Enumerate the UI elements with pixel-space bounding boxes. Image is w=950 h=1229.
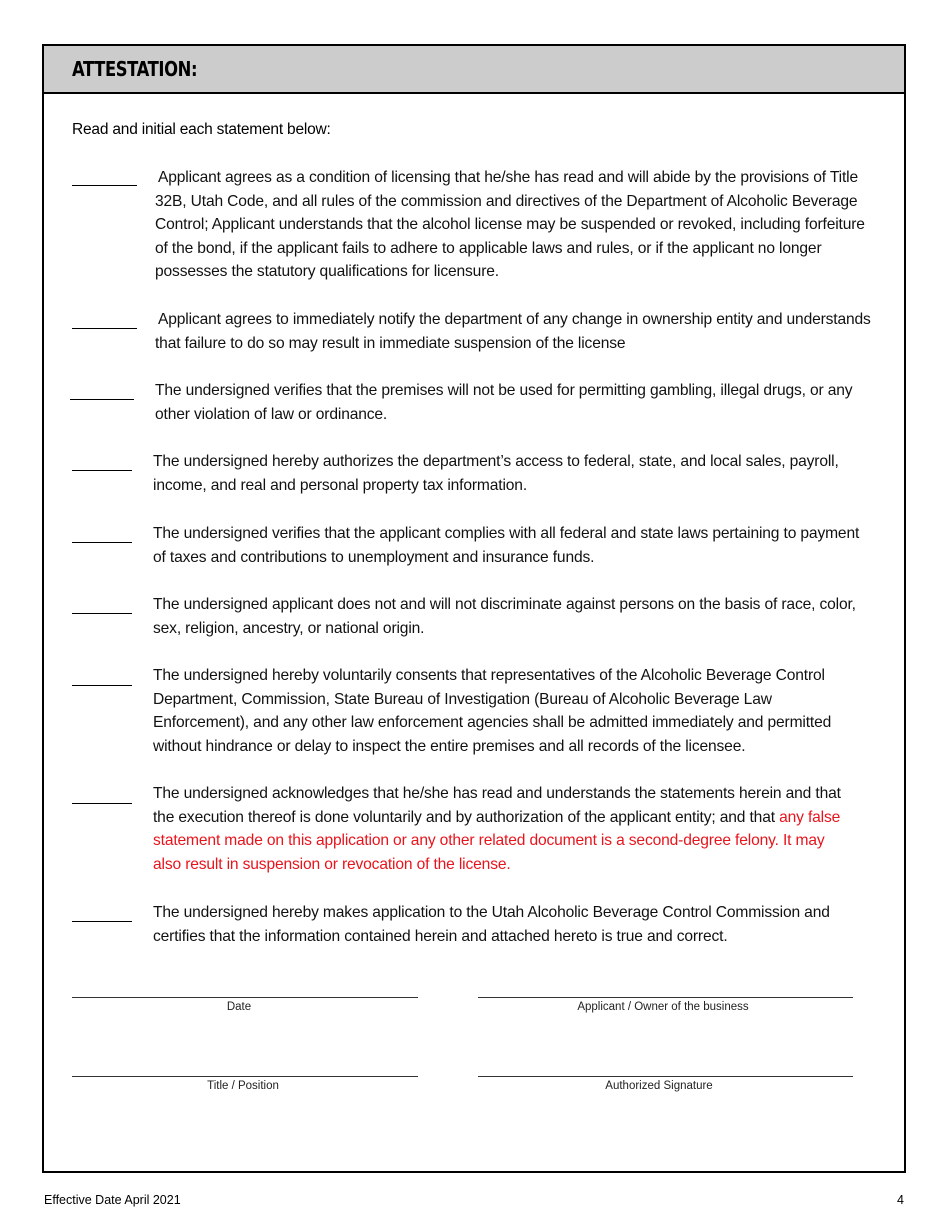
effective-date: Effective Date April 2021 <box>44 1193 181 1207</box>
statement-text: The undersigned hereby voluntarily consents that representatives of the Alcoholic Beverage Control Department, Commission, State Bureau of Investigation (Bureau of Alcoholic Beverage Law Enforcement), and any other law enforcement agencies shall be admitted immediately and permitted without hindrance or delay to inspect the entire premises and all records of the licensee. <box>153 667 832 755</box>
statement-text: Applicant agrees to immediately notify the department of any change in ownership entity and understands that failure to do so may result in immediate suspension of the license <box>155 311 871 352</box>
initial-field[interactable] <box>72 185 137 186</box>
initial-field[interactable] <box>72 685 132 686</box>
title-signature-line[interactable] <box>72 1076 418 1077</box>
initial-field[interactable] <box>72 470 132 471</box>
statement-text: The undersigned verifies that the premises will not be used for permitting gambling, illegal drugs, or any other violation of law or ordinance. <box>155 382 853 423</box>
owner-label: Applicant / Owner of the business <box>577 1001 749 1013</box>
statement-text: The undersigned hereby authorizes the department’s access to federal, state, and local sales, payroll, income, and real and personal property tax information. <box>153 453 839 494</box>
statement-text: The undersigned applicant does not and will not discriminate against persons on the basis of race, color, sex, religion, ancestry, or national origin. <box>153 596 856 637</box>
date-label: Date <box>226 1001 252 1013</box>
authorized-signature-label: Authorized Signature <box>605 1080 713 1092</box>
instruction-text: Read and initial each statement below: <box>72 121 331 138</box>
page-number: 4 <box>897 1193 904 1207</box>
statement-text: The undersigned verifies that the applicant complies with all federal and state laws pertaining to payment of taxes and contributions to unemployment and insurance funds. <box>153 525 860 566</box>
false-statement-warning: any false statement made on this application or any other related document is a second-degree felony. It may also result in suspension or revocation of the license. <box>153 808 841 873</box>
date-signature-line[interactable] <box>72 997 418 998</box>
initial-field[interactable] <box>72 613 132 614</box>
owner-signature-line[interactable] <box>478 997 853 998</box>
section-title: ATTESTATION: <box>72 57 198 81</box>
authorized-signature-line[interactable] <box>478 1076 853 1077</box>
initial-field[interactable] <box>72 803 132 804</box>
initial-field[interactable] <box>72 921 132 922</box>
statement-text-main: The undersigned acknowledges that he/she has read and understands the statements herein and that the execution thereof is done voluntarily and by authorization of the applicant entity; and that <box>153 785 841 826</box>
statement-text: The undersigned hereby makes application to the Utah Alcoholic Beverage Control Commission and certifies that the information contained herein and attached hereto is true and correct. <box>153 904 830 945</box>
initial-field[interactable] <box>72 328 137 329</box>
statement-text <box>153 782 853 876</box>
statement-text: Applicant agrees as a condition of licensing that he/she has read and will abide by the provisions of Title 32B, Utah Code, and all rules of the commission and directives of the Department of Alcoholic Beverage Control; Applicant understands that the alcohol license may be suspended or revoked, including forfeiture of the bond, if the applicant fails to adhere to applicable laws and rules, or if the applicant no longer possesses the statutory qualifications for licensure. <box>155 169 865 281</box>
section-header <box>44 46 904 94</box>
initial-field[interactable] <box>70 399 134 400</box>
initial-field[interactable] <box>72 542 132 543</box>
title-position-label: Title / Position <box>207 1080 279 1092</box>
